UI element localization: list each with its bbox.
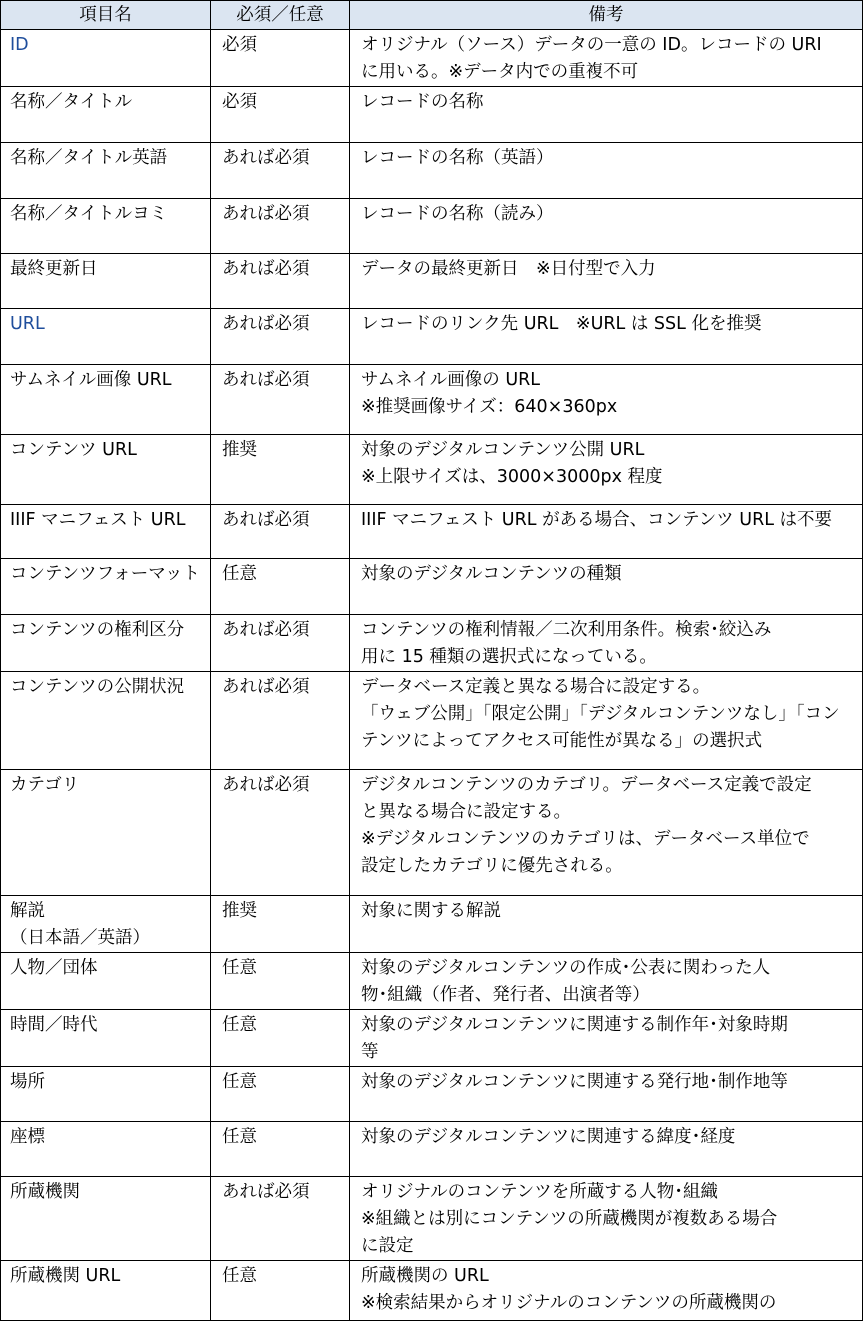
required-cell [211, 896, 350, 953]
item-name-text: 座標 [10, 1127, 45, 1147]
item-name-text: 所蔵機関 [10, 1182, 80, 1202]
notes-cell [350, 309, 863, 365]
item-name-text: 名称／タイトルヨミ [10, 204, 168, 224]
notes-line: デジタルコンテンツのカテゴリ。データベース定義で設定 [361, 775, 812, 795]
required-text: あれば必須 [222, 314, 310, 334]
required-text: 推奨 [222, 901, 257, 921]
required-cell [211, 559, 350, 615]
item-name-cell [1, 254, 211, 309]
header-row [1, 1, 863, 30]
notes-cell [350, 143, 863, 199]
notes-line: ※検索結果からオリジナルのコンテンツの所蔵機関の [361, 1293, 777, 1313]
item-name-cell [1, 770, 211, 896]
table-row [1, 87, 863, 143]
notes-cell [350, 1261, 863, 1321]
notes-line: オリジナル（ソース）データの一意の ID。レコードの URI [361, 35, 822, 55]
required-cell [211, 87, 350, 143]
notes-line: 対象のデジタルコンテンツの作成･公表に関わった人 [361, 958, 771, 978]
item-name-text: カテゴリ [10, 775, 80, 795]
required-text: あれば必須 [222, 620, 310, 640]
item-name-text: コンテンツの権利区分 [10, 620, 185, 640]
notes-cell [350, 435, 863, 505]
notes-line: 対象のデジタルコンテンツに関連する制作年･対象時期 [361, 1015, 788, 1035]
notes-cell [350, 30, 863, 87]
table-header [1, 1, 863, 30]
required-cell [211, 309, 350, 365]
table-row [1, 559, 863, 615]
required-text: 任意 [222, 1127, 257, 1147]
notes-line: データベース定義と異なる場合に設定する。 [361, 677, 711, 697]
item-name-cell [1, 143, 211, 199]
required-text: 推奨 [222, 440, 257, 460]
notes-line: に設定 [361, 1236, 414, 1256]
notes-line: ※推奨画像サイズ：640×360px [361, 397, 618, 417]
item-name-cell [1, 30, 211, 87]
required-text: あれば必須 [222, 148, 310, 168]
item-name-text: 名称／タイトル [10, 92, 133, 112]
item-name-cell [1, 435, 211, 505]
header-item-name: 項目名 [1, 1, 211, 30]
notes-line: レコードの名称 [361, 92, 484, 112]
required-text: あれば必須 [222, 510, 310, 530]
notes-line: 対象のデジタルコンテンツ公開 URL [361, 440, 645, 460]
notes-cell [350, 615, 863, 672]
table-row [1, 199, 863, 254]
required-text: 任意 [222, 958, 257, 978]
notes-cell [350, 672, 863, 770]
item-name-text: サムネイル画像 URL [10, 370, 172, 390]
item-name-cell [1, 1010, 211, 1067]
required-cell [211, 254, 350, 309]
notes-cell [350, 1010, 863, 1067]
table-row [1, 505, 863, 559]
notes-line: サムネイル画像の URL [361, 370, 541, 390]
notes-cell [350, 365, 863, 435]
notes-line: ※組織とは別にコンテンツの所蔵機関が複数ある場合 [361, 1209, 778, 1229]
item-name-text: コンテンツフォーマット [10, 564, 201, 584]
item-name-cell [1, 1122, 211, 1177]
notes-line: 等 [361, 1042, 379, 1062]
table-row [1, 1010, 863, 1067]
required-text: 任意 [222, 564, 257, 584]
required-text: あれば必須 [222, 677, 310, 697]
table-row [1, 1261, 863, 1321]
required-cell [211, 1122, 350, 1177]
required-text: 必須 [222, 92, 257, 112]
table-row [1, 435, 863, 505]
notes-cell [350, 1122, 863, 1177]
notes-cell [350, 1067, 863, 1122]
required-cell [211, 30, 350, 87]
required-cell [211, 770, 350, 896]
notes-line: 設定したカテゴリに優先される。 [361, 856, 623, 876]
table-row [1, 365, 863, 435]
required-text: 必須 [222, 35, 257, 55]
item-name-cell [1, 309, 211, 365]
notes-line: オリジナルのコンテンツを所蔵する人物･組織 [361, 1182, 718, 1202]
table-row [1, 615, 863, 672]
notes-cell [350, 896, 863, 953]
table-row [1, 1177, 863, 1261]
table-row [1, 770, 863, 896]
required-text: あれば必須 [222, 204, 310, 224]
item-name-cell [1, 953, 211, 1010]
notes-line: 所蔵機関の URL [361, 1266, 489, 1286]
item-name-text: 場所 [10, 1072, 45, 1092]
item-name-text: 最終更新日 [10, 259, 98, 279]
item-name-text: 人物／団体 [10, 958, 98, 978]
item-name-text: 所蔵機関 URL [10, 1266, 121, 1286]
required-text: 任意 [222, 1072, 257, 1092]
table-body [1, 30, 863, 1321]
notes-cell [350, 953, 863, 1010]
item-name-text: （日本語／英語） [10, 928, 150, 948]
notes-line: 対象に関する解説 [361, 901, 501, 921]
notes-line: に用いる。※データ内での重複不可 [361, 62, 639, 82]
required-cell [211, 199, 350, 254]
item-name-text: 時間／時代 [10, 1015, 98, 1035]
required-cell [211, 435, 350, 505]
required-text: あれば必須 [222, 259, 310, 279]
item-name-cell [1, 505, 211, 559]
required-text: 任意 [222, 1015, 257, 1035]
notes-line: ※上限サイズは、3000×3000px 程度 [361, 467, 663, 487]
notes-line: 対象のデジタルコンテンツの種類 [361, 564, 622, 584]
notes-line: レコードのリンク先 URL ※URL は SSL 化を推奨 [361, 314, 762, 334]
notes-line: IIIF マニフェスト URL がある場合、コンテンツ URL は不要 [361, 510, 833, 530]
notes-cell [350, 559, 863, 615]
item-name-cell [1, 672, 211, 770]
item-name-text: コンテンツの公開状況 [10, 677, 185, 697]
table-row [1, 30, 863, 87]
item-name-cell [1, 615, 211, 672]
required-text: あれば必須 [222, 370, 310, 390]
item-name-text: コンテンツ URL [10, 440, 137, 460]
notes-line: レコードの名称（英語） [361, 148, 554, 168]
notes-cell [350, 254, 863, 309]
header-notes: 備考 [350, 1, 863, 30]
notes-line: データの最終更新日 ※日付型で入力 [361, 259, 656, 279]
required-cell [211, 953, 350, 1010]
notes-line: 物･組織（作者、発行者、出演者等） [361, 985, 650, 1005]
required-cell [211, 365, 350, 435]
item-name-cell [1, 559, 211, 615]
notes-cell [350, 199, 863, 254]
required-cell [211, 1010, 350, 1067]
table-row [1, 896, 863, 953]
required-cell [211, 143, 350, 199]
notes-cell [350, 770, 863, 896]
item-name-cell [1, 199, 211, 254]
required-text: あれば必須 [222, 775, 310, 795]
item-name-text: ID [10, 35, 29, 55]
required-cell [211, 1067, 350, 1122]
required-text: 任意 [222, 1266, 257, 1286]
item-name-cell [1, 1261, 211, 1321]
required-cell [211, 615, 350, 672]
notes-line: 対象のデジタルコンテンツに関連する緯度･経度 [361, 1127, 736, 1147]
item-name-text: IIIF マニフェスト URL [10, 510, 186, 530]
notes-line: テンツによってアクセス可能性が異なる」の選択式 [361, 731, 763, 751]
item-name-cell [1, 1177, 211, 1261]
required-cell [211, 672, 350, 770]
item-name-text: URL [10, 314, 45, 334]
notes-line: 「ウェブ公開」「限定公開」「デジタルコンテンツなし」「コン [361, 704, 840, 724]
required-text: あれば必須 [222, 1182, 310, 1202]
item-name-text: 名称／タイトル英語 [10, 148, 168, 168]
table-row [1, 254, 863, 309]
table-row [1, 1067, 863, 1122]
item-name-text: 解説 [10, 901, 45, 921]
notes-cell [350, 505, 863, 559]
table-row [1, 953, 863, 1010]
item-name-cell [1, 896, 211, 953]
item-name-cell [1, 365, 211, 435]
table-row [1, 309, 863, 365]
notes-line: コンテンツの権利情報／二次利用条件。検索･絞込み [361, 620, 772, 640]
notes-cell [350, 87, 863, 143]
required-cell [211, 505, 350, 559]
notes-line: レコードの名称（読み） [361, 204, 554, 224]
notes-cell [350, 1177, 863, 1261]
table-row [1, 143, 863, 199]
required-cell [211, 1261, 350, 1321]
notes-line: 用に 15 種類の選択式になっている。 [361, 647, 657, 667]
header-required-optional: 必須／任意 [211, 1, 350, 30]
table-row [1, 672, 863, 770]
notes-line: ※デジタルコンテンツのカテゴリは、データベース単位で [361, 829, 810, 849]
notes-line: と異なる場合に設定する。 [361, 802, 571, 822]
item-name-cell [1, 1067, 211, 1122]
item-name-cell [1, 87, 211, 143]
required-cell [211, 1177, 350, 1261]
notes-line: 対象のデジタルコンテンツに関連する発行地･制作地等 [361, 1072, 788, 1092]
table-row [1, 1122, 863, 1177]
